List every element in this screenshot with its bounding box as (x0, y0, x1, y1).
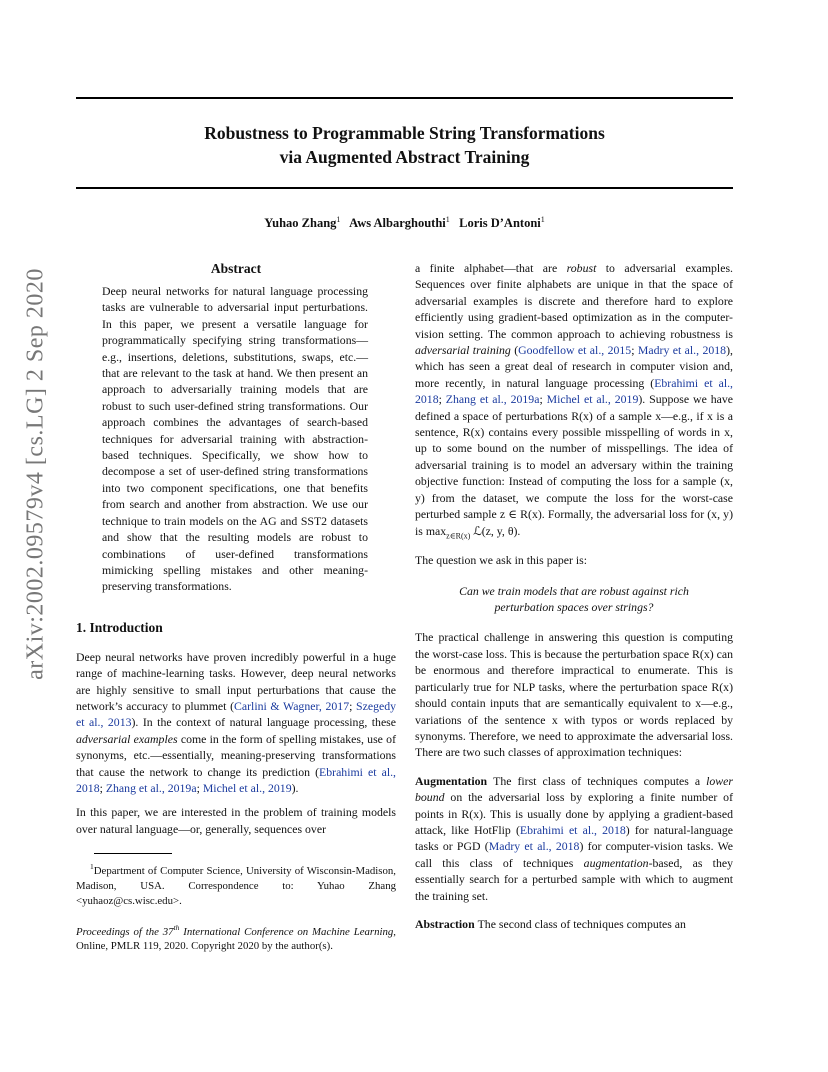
footnote-rule (94, 853, 172, 854)
title-line-2: via Augmented Abstract Training (279, 147, 530, 167)
abstract-text: Deep neural networks for natural language processing tasks are vulnerable to adversarial input perturbations. In this paper, we present a versatile language for programmatically specifying string transformations—e.g., insertions, deletions, substitutions, swaps, etc.—that are relevant to the task at hand. We then present an approach to adversarially training models that are robust to such user-defined string transformations. Our approach combines the advantages of search-based techniques for adversarial training with abstraction-based techniques. Specifically, we show how to decompose a set of user-defined string transformations into two component specifications, one that benefits from search and another from abstraction. We use our technique to train models on the AG and SST2 datasets and show that the resulting models are robust to combinations of user-defined transformations mimicking spelling mistakes and other meaning-preserving transformations. (102, 284, 368, 594)
research-question: Can we train models that are robust against rich perturbation spaces over strings? (459, 583, 689, 615)
citation-link[interactable]: Madry et al., 2018 (488, 839, 580, 854)
citation-link[interactable]: Ebrahimi et al., 2018 (519, 822, 626, 837)
affiliation-mark: 1 (336, 215, 341, 224)
citation-link[interactable]: Szegedy et al., 2013 (76, 698, 396, 730)
arxiv-identifier: arXiv:2002.09579v4 [cs.LG] 2 Sep 2020 (22, 268, 49, 680)
author-list (76, 215, 733, 231)
abstraction-item: Abstraction The second class of techniques computes an (415, 916, 686, 931)
citation-link[interactable]: Zhang et al., 2019a (105, 780, 197, 795)
citation-link[interactable]: Madry et al., 2018 (637, 343, 727, 358)
footnote-text: Department of Computer Science, University of Wisconsin-Madison, Madison, USA. Correspondence to: Yuhao Zhang <yuhaoz@cs.wisc.edu>. (76, 865, 396, 907)
proceedings-note: Proceedings of the 37th International Conference on Machine Learning, Online, PMLR 119, 2020. Copyright 2020 by the author(s). (76, 922, 396, 953)
affiliation-mark: 1 (445, 215, 450, 224)
footnote-mark: 1 (90, 862, 94, 872)
title-line-1: Robustness to Programmable String Transformations (204, 123, 605, 143)
right-paragraph-1: a finite alphabet—that are robust to adversarial examples. Sequences over finite alphabets are unique in that the space of adversarial examples is discrete and therefore hard to explore efficiently using gradient-based optimization as in the computer-vision setting. The common approach to achieving robustness is adversarial training (Goodfellow et al., 2015; Madry et al., 2018), which has seen a great deal of research in computer vision and, more recently, in natural language processing (Ebrahimi et al., 2018; Zhang et al., 2019a; Michel et al., 2019). Suppose we have defined a space of perturbations R(x) of a sample x—e.g., if x is a sentence, R(x) contains every possible misspelling of words in x, up to some bound on the number of misspellings. The idea of adversarial training is to model an adversary within the training objective function: Instead of computing the loss for a sample (x, y) from the dataset, we compute the loss for the worst-case perturbed sample z ∈ R(x). Formally, the adversarial loss for (x, y) is $\max_{z\in R(x)}$ ℒ(z, y, θ). (415, 261, 733, 540)
paper-title (76, 121, 733, 169)
intro-paragraph-2: In this paper, we are interested in the problem of training models over natural language—or, generally, sequences over (76, 805, 396, 836)
right-paragraph-2: The question we ask in this paper is: (415, 553, 588, 568)
citation-link[interactable]: Goodfellow et al., 2015 (518, 343, 632, 358)
section-heading-introduction: 1. Introduction (76, 619, 163, 635)
right-column (415, 260, 733, 932)
citation-link[interactable]: Carlini & Wagner, 2017 (234, 698, 350, 713)
abstraction-label: Abstraction (415, 916, 475, 931)
author-name: Yuhao Zhang (264, 216, 337, 230)
title-rule-top (76, 97, 733, 99)
author-name: Aws Albarghouthi (349, 216, 446, 230)
author-name: Loris D’Antoni (459, 216, 541, 230)
citation-link[interactable]: Ebrahimi et al., 2018 (415, 375, 733, 407)
left-column (76, 260, 396, 954)
affiliation-footnote (76, 860, 396, 908)
intro-paragraph-1: Deep neural networks have proven incredibly powerful in a huge range of machine-learning tasks. However, deep neural networks are highly sensitive to small input perturbations that cause the network’s accuracy to plummet (Carlini & Wagner, 2017; Szegedy et al., 2013). In the context of natural language processing, these adversarial examples come in the form of spelling mistakes, use of synonyms, etc.—essentially, meaning-preserving transformations that cause the network to change its prediction (Ebrahimi et al., 2018; Zhang et al., 2019a; Michel et al., 2019). (76, 649, 397, 795)
right-paragraph-3: The practical challenge in answering this question is computing the worst-case loss. This is because the perturbation space R(x) can be enormous and therefore impractical to enumerate. This is particularly true for NLP tasks, where the perturbation space R(x) should contain inputs that are semantically equivalent to x—e.g., variations of the sentence x with typos or words replaced by synonyms. Therefore, we need to approximate the adversarial loss. There are two such classes of approximation techniques: (415, 630, 733, 760)
augmentation-label: Augmentation (415, 773, 488, 788)
augmentation-item: Augmentation The first class of techniques computes a lower bound on the adversarial loss by exploring a finite number of points in R(x). This is usually done by applying a gradient-based attack, like HotFlip (Ebrahimi et al., 2018) for natural-language tasks or PGD (Madry et al., 2018) for computer-vision tasks. We call this class of techniques augmentation-based, as they essentially search for a perturbed sample with which to augment the training set. (415, 773, 734, 903)
citation-link[interactable]: Michel et al., 2019 (546, 392, 639, 407)
citation-link[interactable]: Zhang et al., 2019a (445, 392, 540, 407)
title-rule-bottom (76, 187, 733, 189)
citation-link[interactable]: Ebrahimi et al., 2018 (76, 764, 397, 795)
citation-link[interactable]: Michel et al., 2019 (202, 780, 292, 795)
affiliation-mark: 1 (540, 215, 545, 224)
abstract-heading: Abstract (210, 261, 262, 276)
